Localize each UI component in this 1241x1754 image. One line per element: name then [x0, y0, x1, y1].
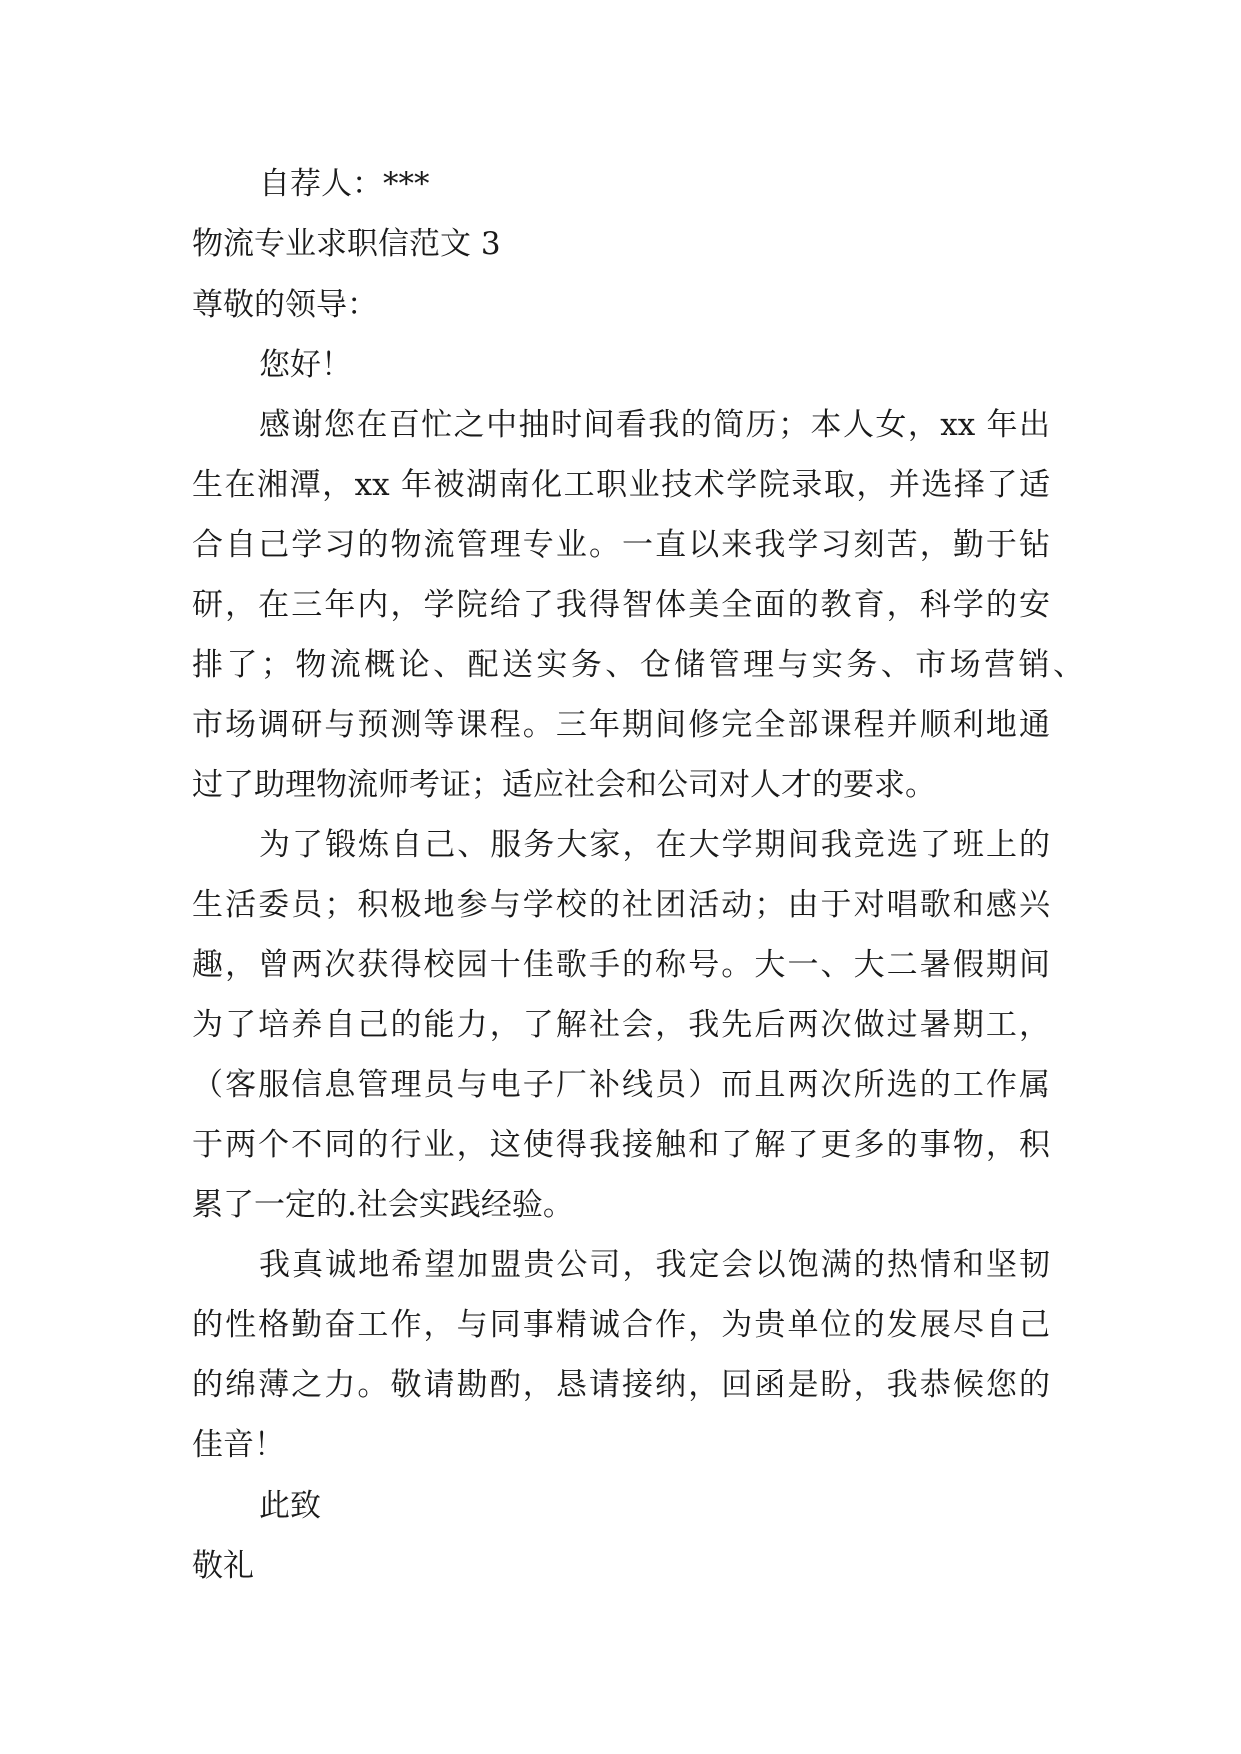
signature-line: 自荐人：*** — [259, 166, 430, 202]
paragraph-3-line: 的绵薄之力。敬请勘酌，恳请接纳，回函是盼，我恭候您的 — [192, 1367, 1050, 1403]
paragraph-2-line: 趣，曾两次获得校园十佳歌手的称号。大一、大二暑假期间 — [192, 947, 1050, 983]
paragraph-2-line: 为了锻炼自己、服务大家，在大学期间我竞选了班上的 — [259, 827, 1050, 863]
paragraph-1-line: 排了；物流概论、配送实务、仓储管理与实务、市场营销、 — [192, 647, 1084, 683]
paragraph-3-line: 我真诚地希望加盟贵公司，我定会以饱满的热情和坚韧 — [259, 1247, 1050, 1283]
letter-title: 物流专业求职信范文 3 — [192, 226, 501, 262]
paragraph-3-line: 佳音！ — [192, 1427, 285, 1463]
paragraph-1-line: 过了助理物流师考证；适应社会和公司对人才的要求。 — [192, 767, 936, 803]
paragraph-1-line: 感谢您在百忙之中抽时间看我的简历；本人女，xx 年出 — [259, 407, 1050, 443]
paragraph-2-line: （客服信息管理员与电子厂补线员）而且两次所选的工作属 — [192, 1067, 1050, 1103]
paragraph-1-line: 合自己学习的物流管理专业。一直以来我学习刻苦，勤于钻 — [192, 527, 1050, 563]
paragraph-1-line: 研，在三年内，学院给了我得智体美全面的教育，科学的安 — [192, 587, 1050, 623]
paragraph-2-line: 累了一定的.社会实践经验。 — [192, 1187, 574, 1223]
paragraph-2-line: 于两个不同的行业，这使得我接触和了解了更多的事物，积 — [192, 1127, 1050, 1163]
closing-phrase: 此致 — [259, 1488, 321, 1524]
closing-respect: 敬礼 — [192, 1548, 254, 1584]
paragraph-1-line: 市场调研与预测等课程。三年期间修完全部课程并顺利地通 — [192, 707, 1050, 743]
paragraph-3-line: 的性格勤奋工作，与同事精诚合作，为贵单位的发展尽自己 — [192, 1307, 1050, 1343]
paragraph-2-line: 生活委员；积极地参与学校的社团活动；由于对唱歌和感兴 — [192, 887, 1050, 923]
greeting: 您好！ — [259, 347, 352, 383]
salutation: 尊敬的领导： — [192, 287, 378, 323]
paragraph-1-line: 生在湘潭，xx 年被湖南化工职业技术学院录取，并选择了适 — [192, 467, 1050, 503]
paragraph-2-line: 为了培养自己的能力，了解社会，我先后两次做过暑期工， — [192, 1007, 1050, 1043]
